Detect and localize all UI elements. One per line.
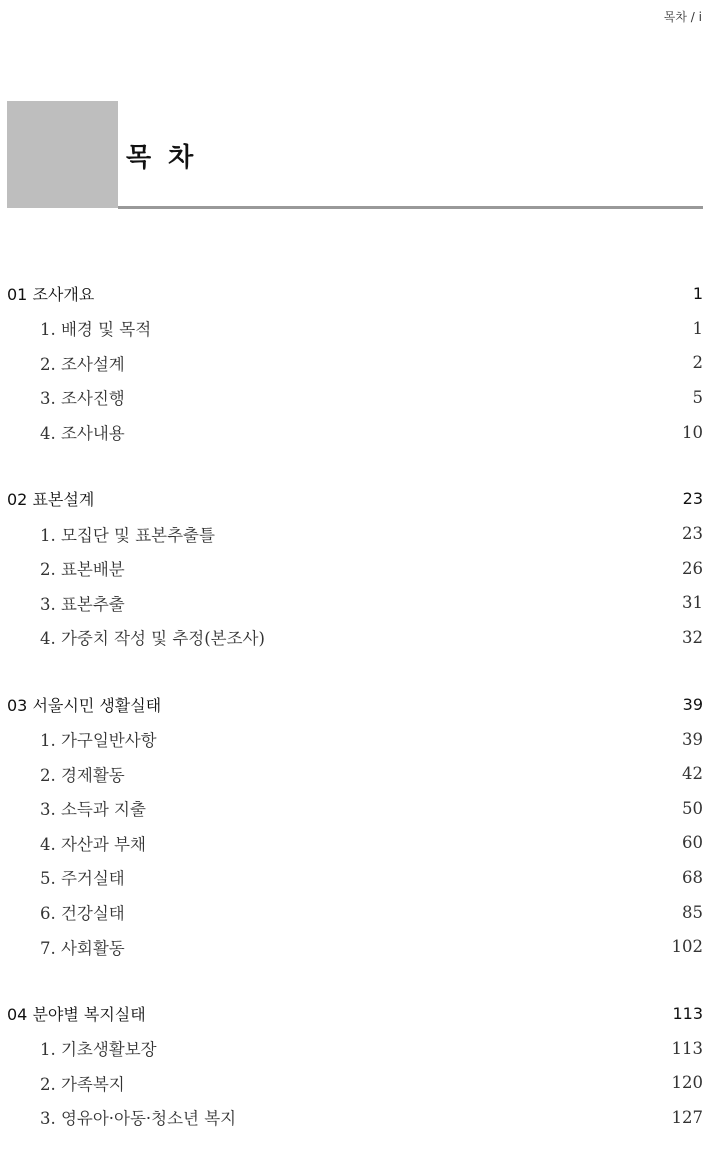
toc-section-row[interactable]: [7, 1031, 703, 1066]
toc-chapter-02: [7, 481, 703, 654]
toc-section-row[interactable]: [7, 1066, 703, 1101]
toc-chapter-label: 02 표본설계: [7, 490, 95, 510]
toc-page-number: 5: [692, 387, 703, 407]
toc-section-row[interactable]: [7, 415, 703, 450]
toc-page-number: 68: [682, 867, 703, 887]
running-head: 목차 / i: [663, 10, 702, 24]
toc-page-number: 26: [682, 558, 703, 578]
toc-page-number: 42: [682, 764, 703, 784]
toc-section-label: 1. 기초생활보장: [40, 1040, 157, 1060]
toc-chapter-label: 01 조사개요: [7, 285, 95, 304]
toc-section-row[interactable]: [7, 826, 703, 861]
toc-section-row[interactable]: [7, 895, 703, 930]
toc-chapter-row[interactable]: [7, 687, 703, 722]
toc-section-label: 3. 영유아·아동·청소년 복지: [40, 1109, 237, 1129]
title-underline: [118, 206, 703, 209]
toc-chapter-01: [7, 276, 703, 449]
toc-page-number: 31: [682, 593, 703, 613]
toc-page-number: 2: [692, 353, 703, 373]
toc-section-label: 4. 조사내용: [40, 424, 125, 444]
toc-section-row[interactable]: [7, 791, 703, 826]
toc-chapter-label: 03 서울시민 생활실태: [7, 695, 162, 715]
toc-section-row[interactable]: [7, 311, 703, 346]
page-title: 목 차: [126, 143, 198, 173]
toc-section-label: 4. 가중치 작성 및 추정(본조사): [40, 629, 265, 649]
toc-section-label: 2. 가족복지: [40, 1074, 125, 1094]
toc-page-number: 85: [682, 902, 703, 922]
toc-page-number: 1: [692, 318, 703, 338]
toc-section-label: 2. 경제활동: [40, 765, 125, 785]
toc-section-row[interactable]: [7, 620, 703, 655]
toc-section-row[interactable]: [7, 380, 703, 415]
toc-page-number: 10: [682, 422, 703, 442]
toc-chapter-row[interactable]: [7, 481, 703, 516]
toc-page-number: 60: [682, 833, 703, 853]
toc-section-label: 5. 주거실태: [40, 869, 125, 889]
toc-section-row[interactable]: [7, 722, 703, 757]
toc-section-label: 1. 배경 및 목적: [40, 320, 152, 340]
toc-page-number: 32: [682, 627, 703, 647]
toc-page-number: 39: [682, 694, 703, 714]
toc-section-label: 3. 조사진행: [40, 389, 125, 409]
toc-section-row[interactable]: [7, 346, 703, 381]
toc-section-label: 1. 가구일반사항: [40, 731, 157, 751]
toc-section-label: 2. 조사설계: [40, 354, 125, 374]
toc-page-number: 23: [682, 489, 703, 509]
toc-section-row[interactable]: [7, 516, 703, 551]
toc-section-label: 7. 사회활동: [40, 938, 125, 958]
toc-page-number: 50: [682, 798, 703, 818]
toc-section-label: 6. 건강실태: [40, 904, 125, 924]
toc-chapter-row[interactable]: [7, 996, 703, 1031]
toc-section-label: 1. 모집단 및 표본추출틀: [40, 525, 215, 545]
toc-page-number: 127: [671, 1107, 703, 1127]
toc-page-number: 39: [682, 729, 703, 749]
table-of-contents: [7, 276, 703, 1167]
toc-section-row[interactable]: [7, 860, 703, 895]
toc-section-label: 2. 표본배분: [40, 560, 125, 580]
toc-chapter-row[interactable]: [7, 276, 703, 311]
toc-page-number: 102: [671, 937, 703, 957]
toc-page-number: 120: [671, 1073, 703, 1093]
toc-section-label: 3. 소득과 지출: [40, 800, 146, 820]
toc-page-number: 1: [692, 284, 703, 303]
title-gray-box: [7, 101, 118, 208]
toc-section-row[interactable]: [7, 756, 703, 791]
toc-chapter-label: 04 분야별 복지실태: [7, 1004, 146, 1024]
toc-section-row[interactable]: [7, 551, 703, 586]
toc-page-number: 23: [682, 524, 703, 544]
toc-section-row[interactable]: [7, 929, 703, 964]
toc-section-label: 4. 자산과 부채: [40, 834, 146, 854]
toc-page-number: 113: [672, 1003, 703, 1023]
title-block: [7, 101, 703, 209]
toc-section-row[interactable]: [7, 586, 703, 621]
toc-chapter-03: [7, 687, 703, 964]
toc-section-label: 3. 표본추출: [40, 594, 125, 614]
toc-section-row[interactable]: [7, 1100, 703, 1135]
toc-page-number: 113: [671, 1038, 703, 1058]
toc-chapter-04: [7, 996, 703, 1135]
